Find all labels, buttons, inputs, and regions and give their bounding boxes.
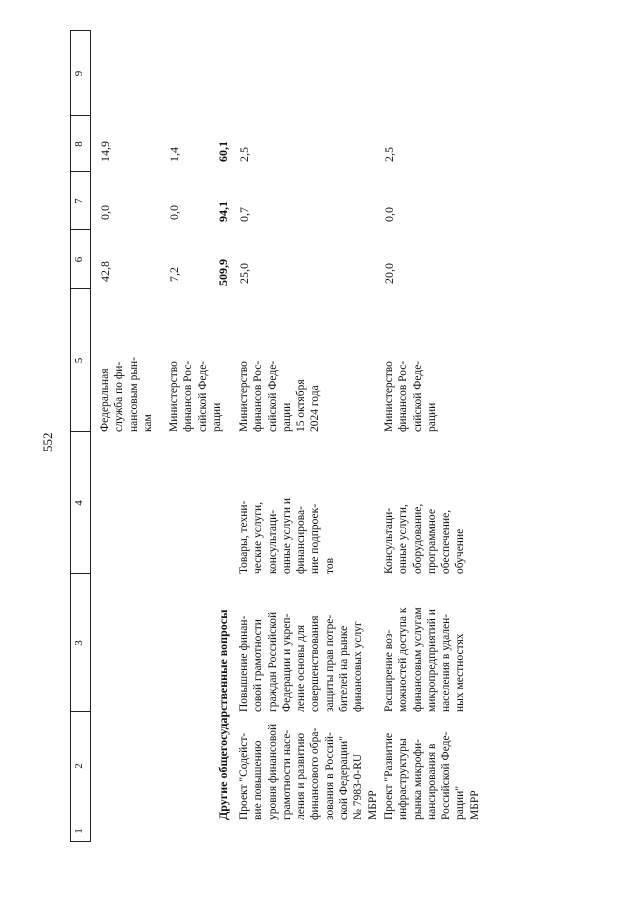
value-cell: 20,0 [382,263,396,284]
column-number: 7 [73,198,85,204]
header-bottom-border [90,30,91,842]
value-cell: 7,2 [167,267,181,282]
column-number: 4 [73,500,85,506]
column-number: 2 [73,763,85,769]
section-title: Другие общегосударственные вопросы [216,609,230,820]
project-components: Товары, техни- ческие услуги, консультаци- онные услуги и финансирова- ние подпроек- тов [238,497,336,574]
value-cell: 0,7 [237,207,251,222]
table-top-border [70,30,71,842]
budget-table [70,30,610,842]
value-cell: 0,0 [167,205,181,220]
project-name: Проект "Развитие инфраструктуры рынка микрофи- нансирования в Российской Феде- рации" МБРР [383,731,481,820]
column-number: 6 [73,256,85,263]
project-components: Консультаци- онные услуги, оборудование, программное обеспечение, обучение [383,503,467,574]
column-number: 8 [73,141,85,147]
responsible-agency: Министерство финансов Рос- сийской Феде- рации [383,360,438,432]
responsible-agency: Федеральная служба по фи- нансовым рын- кам [99,356,154,432]
value-cell: 1,4 [167,147,181,162]
value-cell: 2,5 [382,147,396,162]
value-cell: 0,0 [382,207,396,222]
total-cell: 94,1 [216,201,230,222]
column-number: 3 [73,640,85,646]
page-number: 552 [40,432,55,452]
value-cell: 2,5 [237,147,251,162]
column-number: 1 [73,828,85,834]
column-number: 5 [73,357,85,364]
project-goal: Расширение воз- можностей доступа к финансовым услугам микропредприятий и населения в удален- ных местностях [383,607,467,712]
responsible-agency: Министерство финансов Рос- сийской Феде- рации 15 октября 2024 года [238,360,322,432]
value-cell: 0,0 [98,205,112,220]
column-number: 9 [73,70,85,77]
project-name: Проект "Содейст- вие повышению уровня финансовой грамотности насе- ления и развитию финансового обра- зования в Россий- ской Федерации" № 7983-0-RU МБРР [238,723,379,820]
total-cell: 60,1 [216,141,230,162]
responsible-agency: Министерство финансов Рос- сийской Феде- рации [168,360,223,432]
project-goal: Повышение финан- совой грамотности граждан Российской Федерации и укреп- ление основы для совершенствования защиты прав потре- бителей на рынке финансовых услуг [238,611,365,712]
total-cell: 509,9 [216,259,230,286]
value-cell: 25,0 [237,263,251,284]
value-cell: 42,8 [98,261,112,282]
value-cell: 14,9 [98,141,112,162]
